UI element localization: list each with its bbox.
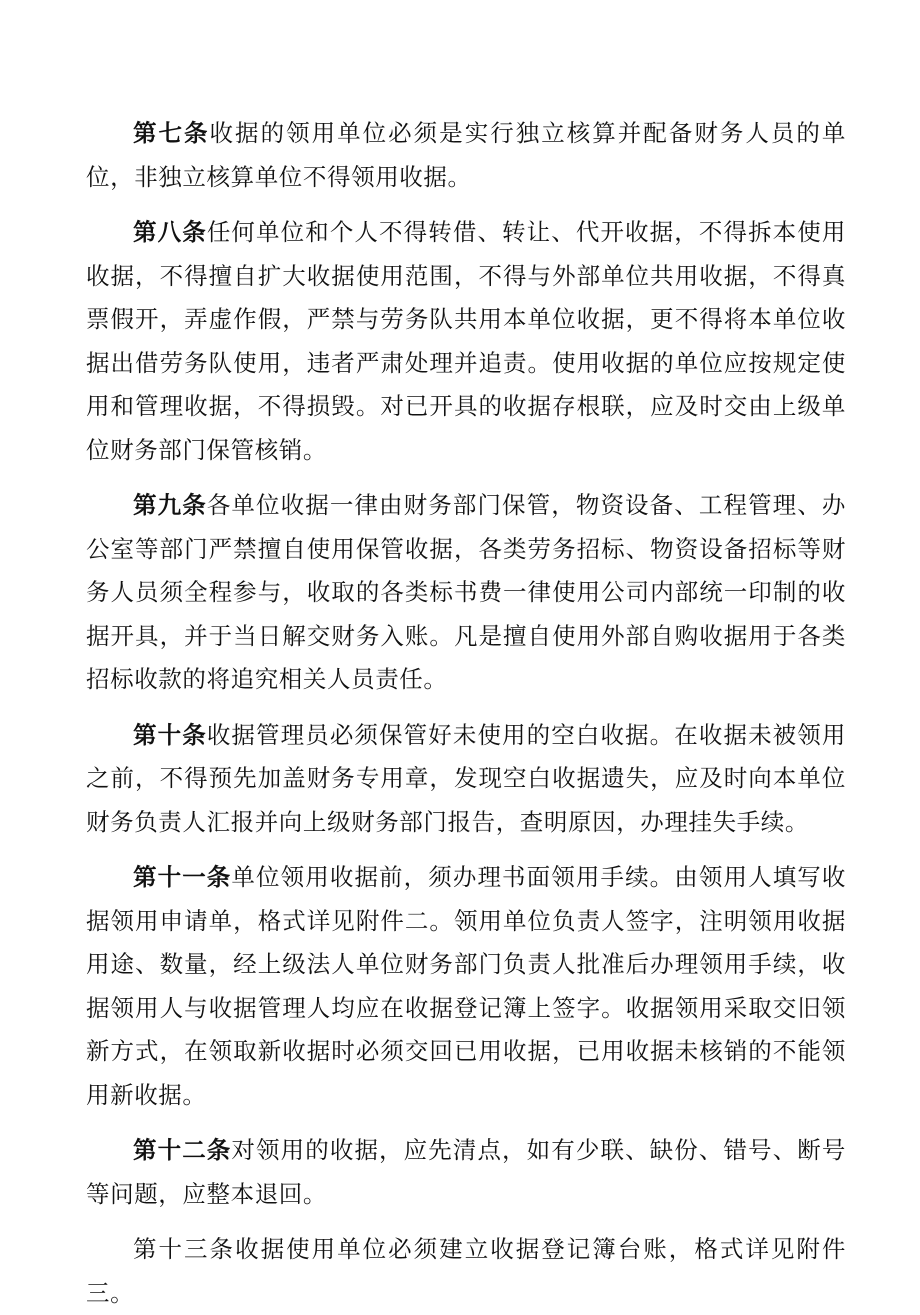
- article-13: [86, 1228, 846, 1315]
- article-body: 单位领用收据前，须办理书面领用手续。由领用人填写收据领用申请单，格式详见附件二。领用单位负责人签字，注明领用收据用途、数量，经上级法人单位财务部门负责人批准后办理领用手续，收据领用人与收据管理人均应在收据登记簿上签字。收据领用采取交旧领新方式，在领取新收据时必须交回已用收据，已用收据未核销的不能领用新收据。: [86, 863, 847, 1109]
- article-heading: 第八条: [133, 218, 207, 246]
- article-heading: 第七条: [133, 119, 210, 147]
- article-heading: 第十二条: [133, 1136, 232, 1164]
- article-body: 任何单位和个人不得转借、转让、代开收据，不得拆本使用收据，不得擅自扩大收据使用范围，不得与外部单位共用收据，不得真票假开，弄虚作假，严禁与劳务队共用本单位收据，更不得将本单位收据出借劳务队使用，违者严肃处理并追责。使用收据的单位应按规定使用和管理收据，不得损毁。对已开具的收据存根联，应及时交由上级单位财务部门保管核销。: [86, 218, 846, 464]
- article-12: [86, 1129, 846, 1216]
- article-body: 对领用的收据，应先清点，如有少联、缺份、错号、断号等问题，应整本退回。: [86, 1136, 847, 1208]
- article-heading: 第十一条: [133, 863, 232, 891]
- article-body: 收据管理员必须保管好未使用的空白收据。在收据未被领用之前，不得预先加盖财务专用章，发现空白收据遗失，应及时向本单位财务负责人汇报并向上级财务部门报告，查明原因，办理挂失手续。: [86, 720, 846, 836]
- article-8: [86, 211, 846, 472]
- article-heading: 第九条: [133, 491, 207, 519]
- article-7: [86, 112, 846, 199]
- article-heading: 第十条: [133, 720, 207, 749]
- article-heading: 第十三条: [133, 1235, 236, 1263]
- article-body: 各单位收据一律由财务部门保管，物资设备、工程管理、办公室等部门严禁擅自使用保管收据，各类劳务招标、物资设备招标等财务人员须全程参与，收取的各类标书费一律使用公司内部统一印制的收据开具，并于当日解交财务入账。凡是擅自使用外部自购收据用于各类招标收款的将追究相关人员责任。: [86, 491, 846, 693]
- article-9: [86, 484, 846, 702]
- article-10: [86, 714, 846, 845]
- article-11: [86, 856, 846, 1117]
- article-body: 收据的领用单位必须是实行独立核算并配备财务人员的单位，非独立核算单位不得领用收据。: [86, 119, 846, 191]
- article-body: 收据使用单位必须建立收据登记簿台账，格式详见附件三。: [86, 1235, 846, 1307]
